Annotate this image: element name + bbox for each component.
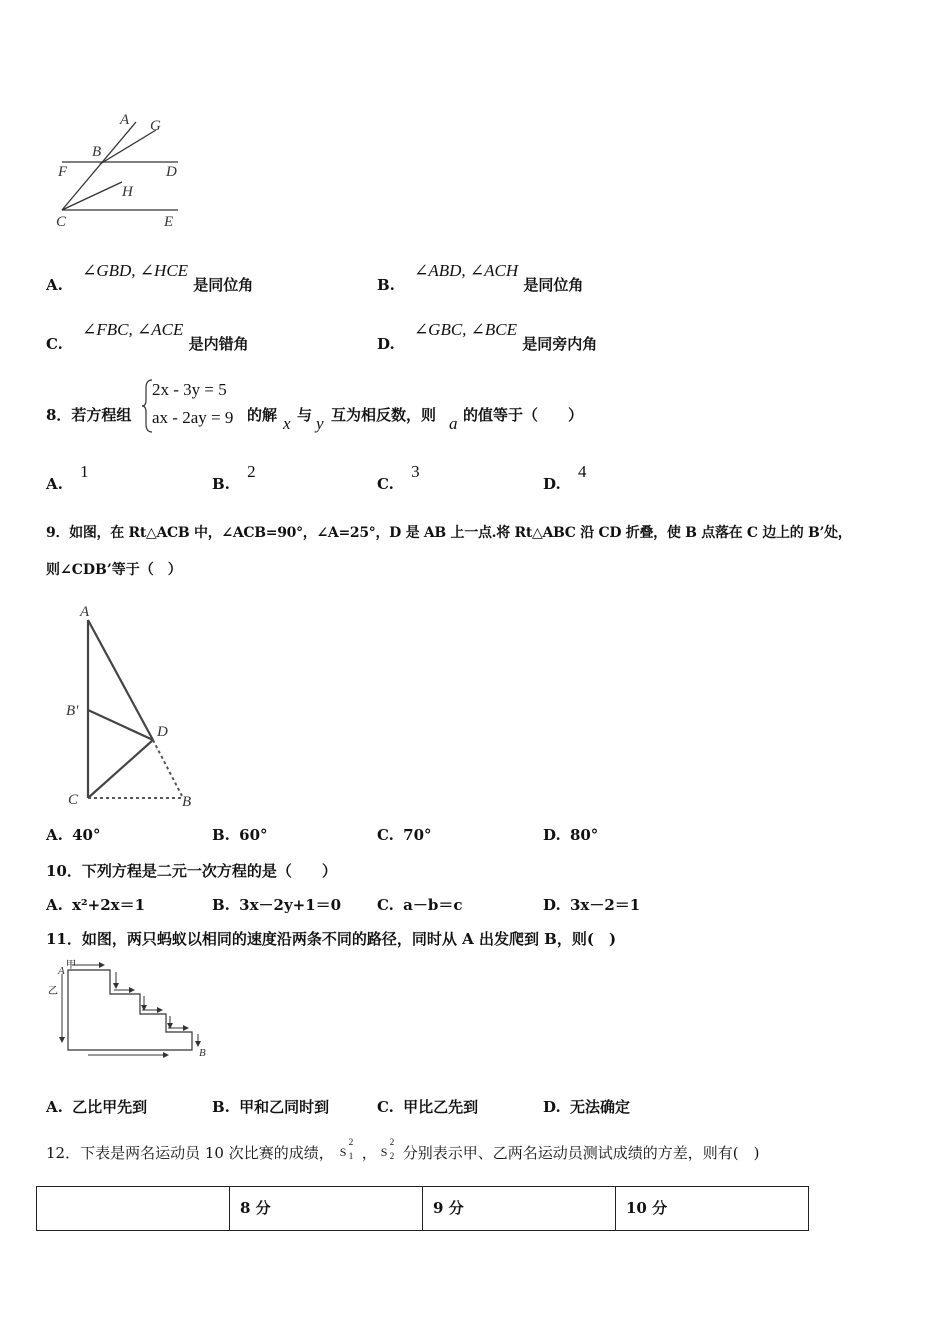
label-d: D [166, 164, 177, 180]
q12-stem: 12．下表是两名运动员 10 次比赛的成绩， S 2 1 ， S 2 2 分别表示甲、乙两名运动员测试成绩的方差，则有( ) [46, 1137, 760, 1162]
q8-mid3: 互为相反数，则 [331, 406, 437, 424]
q8-suffix: 的值等于（ ） [463, 406, 584, 424]
label-c: C [56, 214, 67, 230]
q11-option-a[interactable]: A. 乙比甲先到 [46, 1098, 148, 1116]
q7-option-d[interactable]: D. ∠GBC, ∠BCE 是同旁内角 [377, 320, 598, 353]
label-jia: 甲 [66, 960, 76, 971]
staircase-outline [68, 970, 192, 1050]
label-d: D [157, 724, 168, 740]
table-header-cell: 8 分 [230, 1187, 423, 1231]
variance-s2: S 2 2 [380, 1137, 395, 1161]
label-b: B [182, 794, 192, 810]
parallel-lines-figure [40, 110, 200, 235]
table-header-row [37, 1187, 809, 1231]
q8-var-y: y [316, 414, 324, 433]
q10-stem: 10．下列方程是二元一次方程的是（ ） [46, 862, 337, 880]
q11-stem: 11．如图，两只蚂蚁以相同的速度沿两条不同的路径，同时从 A 出发爬到 B，则( ) [46, 930, 617, 948]
q8-var-x: x [283, 414, 291, 433]
segment-db-dashed [153, 740, 182, 796]
q11-option-d[interactable]: D. 无法确定 [543, 1098, 630, 1116]
label-a: A [80, 604, 90, 620]
ant-paths-figure [44, 958, 214, 1064]
q10-option-c[interactable]: C. a－b＝c [377, 896, 463, 914]
folded-triangle-figure [60, 602, 210, 812]
q8-prefix: 8．若方程组 [46, 406, 132, 424]
q8-option-d[interactable]: D. 4 [543, 462, 587, 493]
q7-option-c[interactable]: C. ∠FBC, ∠ACE 是内错角 [46, 320, 249, 353]
line-ch [62, 182, 122, 210]
q8-option-c[interactable]: C. 3 [377, 462, 420, 493]
line-bg [100, 130, 156, 164]
score-table [36, 1186, 809, 1231]
q8-option-a[interactable]: A. 1 [46, 462, 89, 493]
q8-equation-2: ax - 2ay = 9 [152, 408, 234, 427]
table-header-cell: 10 分 [616, 1187, 809, 1231]
q9-option-a[interactable]: A. 40° [46, 826, 101, 844]
table-header-cell [37, 1187, 230, 1231]
q9-stem-line2: 则∠CDB’等于（ ） [46, 562, 182, 578]
label-f: F [58, 164, 68, 180]
label-c: C [68, 792, 79, 808]
label-a: A [58, 965, 65, 977]
q8-mid1: 的解 [247, 406, 278, 424]
table-header-cell: 9 分 [423, 1187, 616, 1231]
q8-equation-1: 2x - 3y = 5 [152, 380, 227, 399]
label-b: B [199, 1047, 206, 1059]
label-h: H [122, 184, 133, 200]
segment-bd [88, 710, 153, 740]
segment-ad [88, 620, 153, 740]
label-g: G [150, 118, 161, 134]
q10-option-d[interactable]: D. 3x－2＝1 [543, 896, 641, 914]
q7-option-a[interactable]: A. ∠GBD, ∠HCE 是同位角 [46, 261, 254, 294]
label-yi: 乙 [48, 986, 58, 997]
q8-var-a: a [449, 414, 458, 433]
q8-mid2: 与 [297, 406, 313, 424]
q9-option-d[interactable]: D. 80° [543, 826, 599, 844]
q10-option-a[interactable]: A. x²+2x＝1 [46, 896, 146, 914]
q9-option-c[interactable]: C. 70° [377, 826, 432, 844]
q9-stem-line1: 9．如图，在 Rt△ACB 中，∠ACB=90°，∠A=25°，D 是 AB 上一点.将 Rt△ABC 沿 CD 折叠，使 B 点落在 C 边上的 B’处， [46, 525, 852, 541]
q11-option-c[interactable]: C. 甲比乙先到 [377, 1098, 479, 1116]
q9-option-b[interactable]: B. 60° [212, 826, 268, 844]
label-b-prime: B' [66, 703, 79, 719]
q8-option-b[interactable]: B. 2 [212, 462, 256, 493]
q7-option-b[interactable]: B. ∠ABD, ∠ACH 是同位角 [377, 261, 584, 294]
label-b: B [92, 144, 102, 160]
q10-option-b[interactable]: B. 3x－2y+1＝0 [212, 896, 342, 914]
variance-s1: S 2 1 [339, 1137, 354, 1161]
q11-option-b[interactable]: B. 甲和乙同时到 [212, 1098, 330, 1116]
segment-cd [88, 740, 153, 798]
label-e: E [164, 214, 174, 230]
label-a: A [120, 112, 130, 128]
